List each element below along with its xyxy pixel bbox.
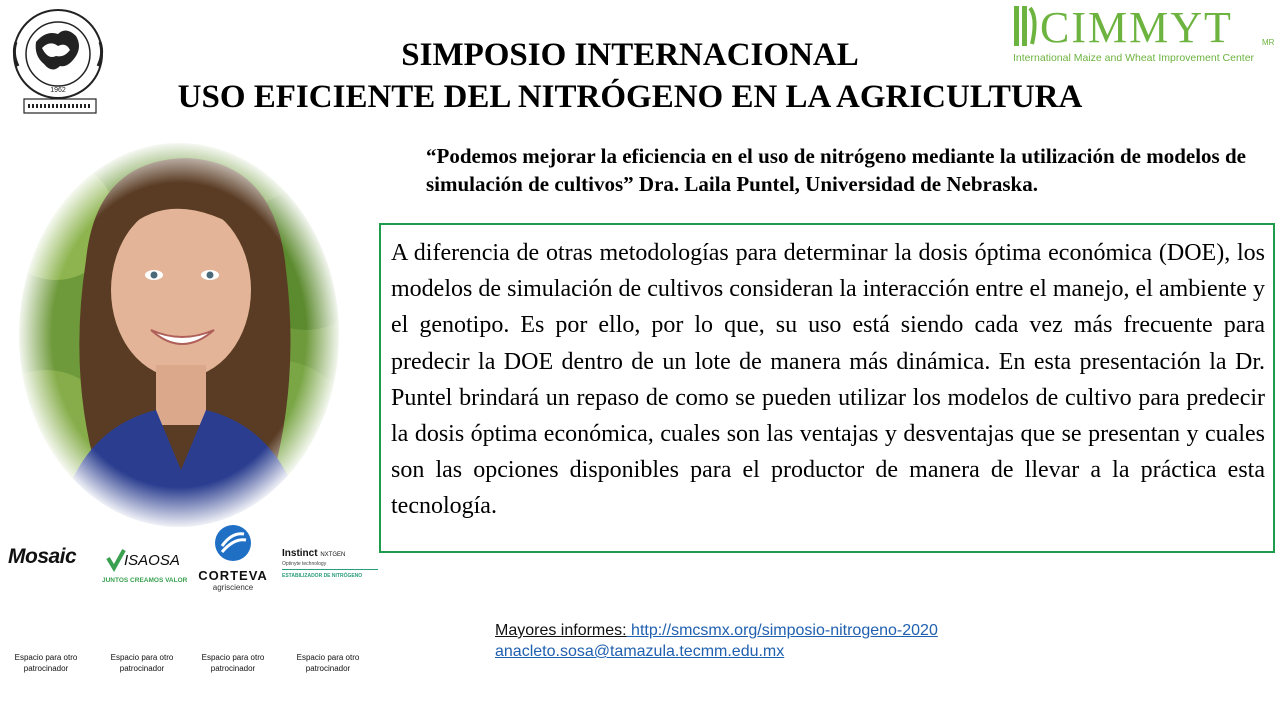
- cimmyt-subtitle: International Maize and Wheat Improvement Center: [1013, 52, 1255, 64]
- cimmyt-logo: [1010, 2, 1276, 68]
- title-line-2: USO EFICIENTE DEL NITRÓGENO EN LA AGRICULTURA: [177, 79, 1083, 115]
- sponsor-slot-3: Espacio para otro patrocinador: [201, 653, 265, 673]
- mosaic-logo: Mosaic: [8, 545, 77, 568]
- cimmyt-name: CIMMYT: [1040, 3, 1233, 52]
- speaker-photo: [16, 140, 342, 530]
- corteva-logo: [192, 520, 274, 600]
- contact-email-link[interactable]: anacleto.sosa@tamazula.tecmm.edu.mx: [495, 643, 785, 660]
- corteva-emblem-icon: [214, 524, 252, 562]
- instinct-tech: Optinyte technology: [282, 561, 327, 567]
- instinct-sub: ESTABILIZADOR DE NITRÓGENO: [282, 573, 363, 579]
- instinct-name: [282, 548, 345, 559]
- instinct-divider: [282, 569, 378, 570]
- abstract-text: A diferencia de otras metodologías para determinar la dosis óptima económica (DOE), los modelos de simulación de cultivos consideran la interacción entre el manejo, el ambiente y el genotipo. Es por ello, por lo que, su uso está siendo cada vez más frecuente para predecir la DOE dentro de un lote de manera más dinámica. En esta presentación la Dr. Puntel brindará un repaso de como se pueden utilizar los modelos de cultivo para predecir la dosis óptima económica, cuales son las ventajas y desventajas que se presentan y cuales son las opciones disponibles para el productor de manera de llevar a la práctica esta tecnología.: [391, 240, 1265, 520]
- sponsor-slot-4: Espacio para otro patrocinador: [296, 653, 360, 673]
- symposium-title: [120, 34, 1140, 118]
- instinct-nxtgen: NXTGEN: [320, 552, 346, 558]
- wheat-leaf-icon: [1012, 4, 1040, 48]
- isaosa-check-icon: [106, 548, 126, 572]
- sponsor-slot-2: Espacio para otro patrocinador: [110, 653, 174, 673]
- instinct-logo: [282, 548, 382, 588]
- isaosa-name: ISAOSA: [124, 552, 180, 569]
- instinct-brand: Instinct: [282, 548, 318, 559]
- sponsor-slot-1: Espacio para otro patrocinador: [14, 653, 78, 673]
- title-line-1: SIMPOSIO INTERNACIONAL: [401, 37, 859, 73]
- society-seal-logo: [6, 2, 118, 120]
- isaosa-tagline: JUNTOS CREAMOS VALOR: [102, 577, 188, 584]
- info-prefix: Mayores informes:: [495, 622, 627, 639]
- more-info: [495, 620, 938, 662]
- speaker-quote: “Podemos mejorar la eficiencia en el uso de nitrógeno mediante la utilización de modelos de simulación de cultivos” Dra. Laila Puntel, Universidad de Nebraska.: [426, 144, 1246, 196]
- symposium-link[interactable]: http://smcsmx.org/simposio-nitrogeno-2020: [626, 622, 938, 639]
- abstract-box: [379, 223, 1275, 553]
- isaosa-logo: [102, 546, 188, 588]
- seal-year: 1962: [50, 87, 66, 94]
- corteva-sub: agriscience: [212, 583, 254, 592]
- corteva-name: CORTEVA: [198, 568, 268, 583]
- cimmyt-mark: MR: [1262, 38, 1275, 47]
